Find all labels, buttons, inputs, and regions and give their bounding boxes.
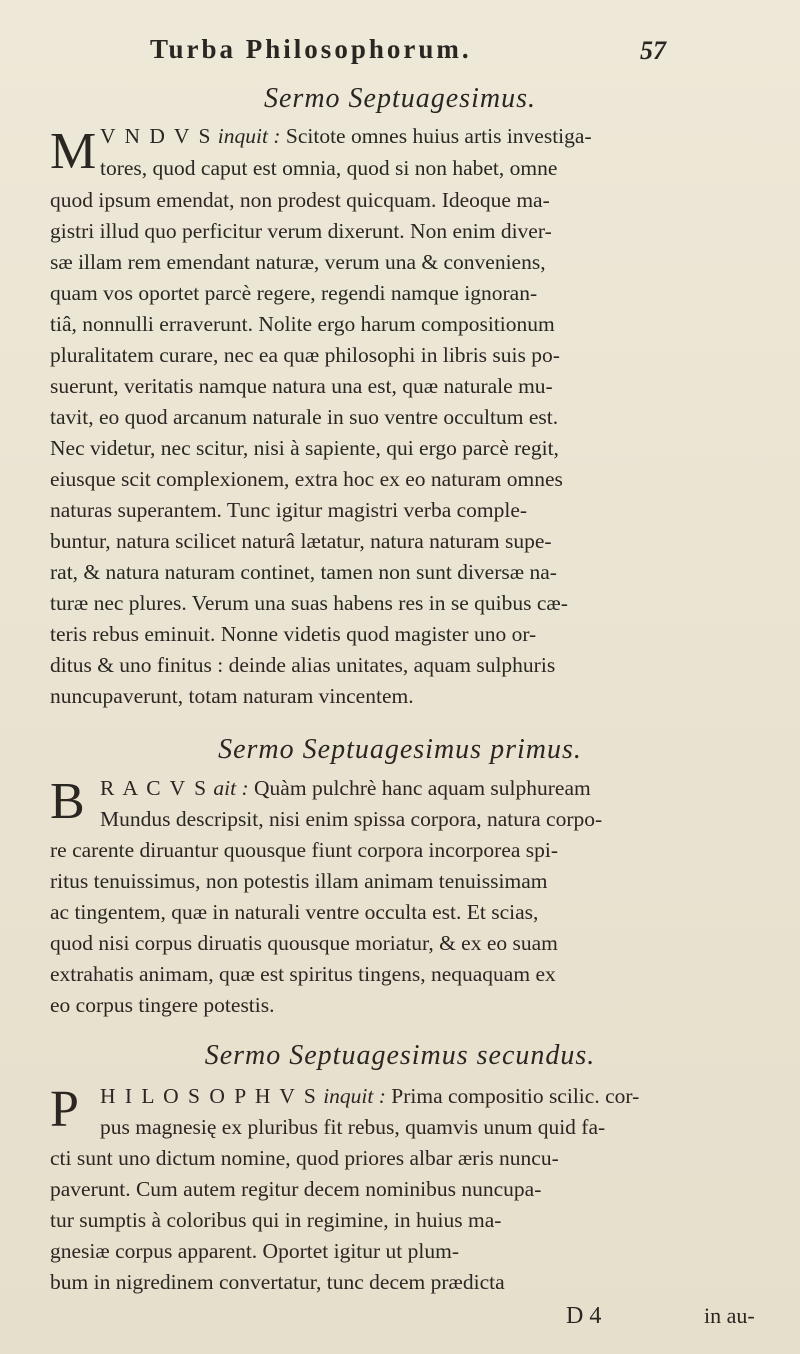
lead-caps: H I L O S O P H V S (100, 1084, 318, 1108)
sermon-title: Sermo Septuagesimus primus. (218, 734, 582, 765)
text-line: pluralitatem curare, nec ea quæ philosophi in libris suis po- (50, 343, 560, 367)
text-line: Nec videtur, nec scitur, nisi à sapiente, qui ergo parcè regit, (50, 436, 559, 460)
text-line: extrahatis animam, quæ est spiritus tingens, nequaquam ex (50, 962, 556, 986)
text-line: tur sumptis à coloribus qui in regimine, in huius ma- (50, 1208, 502, 1232)
page-footer (0, 1303, 800, 1333)
lead-word: inquit : (217, 124, 281, 148)
text-line: tavit, eo quod arcanum naturale in suo ventre occultum est. (50, 405, 559, 429)
page-number: 57 (640, 36, 666, 65)
text-line (100, 778, 591, 800)
text-line: suerunt, veritatis namque natura una est, quæ naturale mu- (50, 374, 553, 398)
text-line: cti sunt uno dictum nomine, quod priores albar æris nuncu- (50, 1146, 559, 1170)
text-line: teris rebus eminuit. Nonne videtis quod magister uno or- (50, 622, 537, 646)
sermon-title: Sermo Septuagesimus. (264, 83, 536, 114)
text-line: tiâ, nonnulli erraverunt. Nolite ergo harum compositionum (50, 312, 555, 336)
drop-cap: P (50, 1081, 79, 1138)
text-line: quam vos oportet parcè regere, regendi namque ignoran- (50, 281, 538, 305)
text-line: nuncupaverunt, totam naturam vincentem. (50, 684, 414, 708)
text-line-content: Prima compositio scilic. cor- (385, 1084, 640, 1108)
running-title: Turba Philosophorum. (150, 34, 472, 64)
text-line (100, 1086, 639, 1108)
sermon-title: Sermo Septuagesimus secundus. (204, 1040, 596, 1071)
text-line: ac tingentem, quæ in naturali ventre occulta est. Et scias, (50, 900, 539, 924)
catchword: in au- (704, 1303, 755, 1328)
text-line: eo corpus tingere potestis. (50, 993, 275, 1017)
text-line: buntur, natura scilicet naturâ lætatur, natura naturam supe- (50, 529, 552, 553)
text-line: tores, quod caput est omnia, quod si non habet, omne (100, 156, 558, 180)
text-line: turæ nec plures. Verum una suas habens res in se quibus cæ- (50, 591, 568, 615)
text-line: ditus & uno finitus : deinde alias unitates, aquam sulphuris (50, 653, 556, 677)
text-line: paverunt. Cum autem regitur decem nominibus nuncupa- (50, 1177, 542, 1201)
text-line: sæ illam rem emendant naturæ, verum una & conveniens, (50, 250, 546, 274)
drop-cap: B (50, 773, 85, 830)
text-line: eiusque scit complexionem, extra hoc ex eo naturam omnes (50, 467, 563, 491)
text-line: bum in nigredinem convertatur, tunc decem prædicta (50, 1270, 505, 1294)
text-line: re carente diruantur quousque fiunt corpora incorporea spi- (50, 838, 559, 862)
lead-caps: R A C V S (100, 776, 209, 800)
lead-word: ait : (213, 776, 249, 800)
text-line: pus magnesię ex pluribus fit rebus, quamvis unum quid fa- (100, 1115, 606, 1139)
text-line: gnesiæ corpus apparent. Oportet igitur ut plum- (50, 1239, 460, 1263)
signature-mark: D 4 (566, 1303, 602, 1329)
text-line: gistri illud quo perficitur verum dixerunt. Non enim diver- (50, 219, 552, 243)
text-line-content: Scitote omnes huius artis investiga- (280, 124, 592, 148)
text-line: naturas superantem. Tunc igitur magistri verba comple- (50, 498, 528, 522)
drop-cap: M (50, 123, 97, 180)
text-line: Mundus descripsit, nisi enim spissa corpora, natura corpo- (100, 807, 603, 831)
text-line-content: Quàm pulchrè hanc aquam sulphuream (248, 776, 591, 800)
lead-word: inquit : (323, 1084, 386, 1108)
running-head (0, 30, 800, 70)
text-line: quod ipsum emendat, non prodest quicquam. Ideoque ma- (50, 188, 550, 212)
text-line: quod nisi corpus diruatis quousque moriatur, & ex eo suam (50, 931, 558, 955)
text-line (100, 126, 592, 148)
text-line: ritus tenuissimus, non potestis illam animam tenuissimam (50, 869, 548, 893)
text-line: rat, & natura naturam continet, tamen non sunt diversæ na- (50, 560, 557, 584)
lead-caps: V N D V S (100, 124, 213, 148)
